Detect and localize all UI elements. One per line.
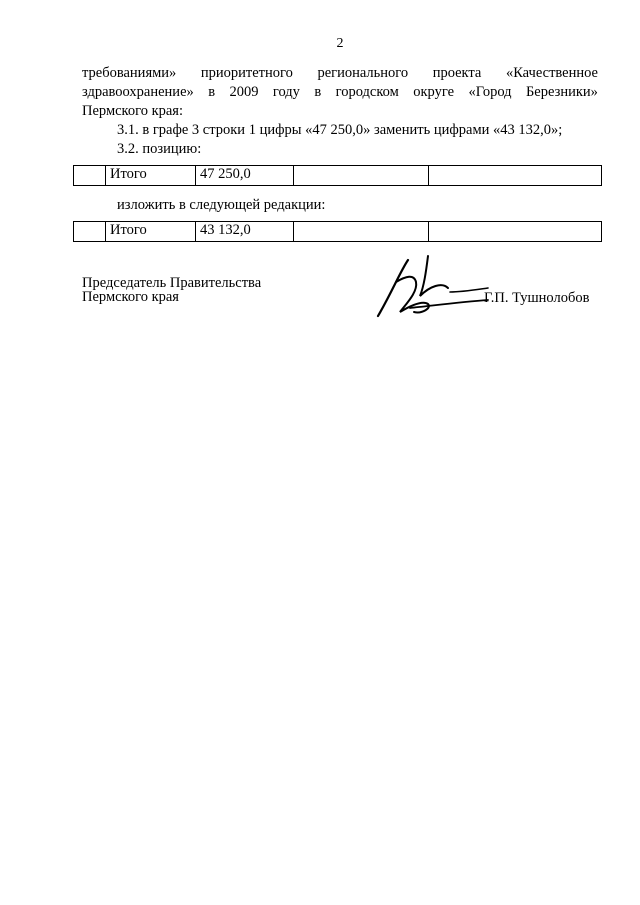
table-cell-empty: [294, 222, 429, 242]
paragraph-line-3: Пермского края:: [82, 103, 183, 119]
word: проекта: [432, 65, 482, 81]
word: «Качественное: [505, 65, 598, 81]
page-number: 2: [336, 36, 344, 51]
word: Березники»: [525, 84, 598, 100]
table-cell-empty: [429, 222, 602, 242]
signatory-name: Г.П. Тушнолобов: [484, 290, 590, 306]
word: городском: [335, 84, 399, 100]
position-line-1: Председатель Правительства: [82, 275, 262, 291]
word: в: [208, 84, 216, 100]
table-cell-label: Итого: [106, 166, 196, 186]
word: здравоохранение»: [82, 84, 194, 100]
body-paragraph: [82, 64, 598, 121]
paragraph-line-1: [82, 64, 598, 83]
word: 2009: [229, 84, 259, 100]
table-cell-value: 43 132,0: [196, 222, 294, 242]
word: регионального: [317, 65, 409, 81]
handwritten-signature: [370, 252, 490, 322]
paragraph-line-2: [82, 83, 598, 102]
table-cell-value: 47 250,0: [196, 166, 294, 186]
table-cell-number: [74, 222, 106, 242]
replace-instruction: изложить в следующей редакции:: [117, 197, 326, 213]
word: году: [272, 84, 300, 100]
word: в: [314, 84, 322, 100]
table-cell-label: Итого: [106, 222, 196, 242]
table-row: [74, 222, 602, 242]
table-new: [73, 221, 602, 242]
table-cell-empty: [294, 166, 429, 186]
table-old: [73, 165, 602, 186]
item-3-2: 3.2. позицию:: [117, 141, 202, 157]
table-cell-empty: [429, 166, 602, 186]
table-cell-number: [74, 166, 106, 186]
signatory-position: [82, 276, 261, 304]
position-line-2: Пермского края: [82, 289, 179, 305]
item-3-1: 3.1. в графе 3 строки 1 цифры «47 250,0» заменить цифрами «43 132,0»;: [117, 122, 563, 138]
word: округе: [413, 84, 455, 100]
word: приоритетного: [200, 65, 293, 81]
table-row: [74, 166, 602, 186]
word: «Город: [468, 84, 512, 100]
word: требованиями»: [82, 65, 177, 81]
